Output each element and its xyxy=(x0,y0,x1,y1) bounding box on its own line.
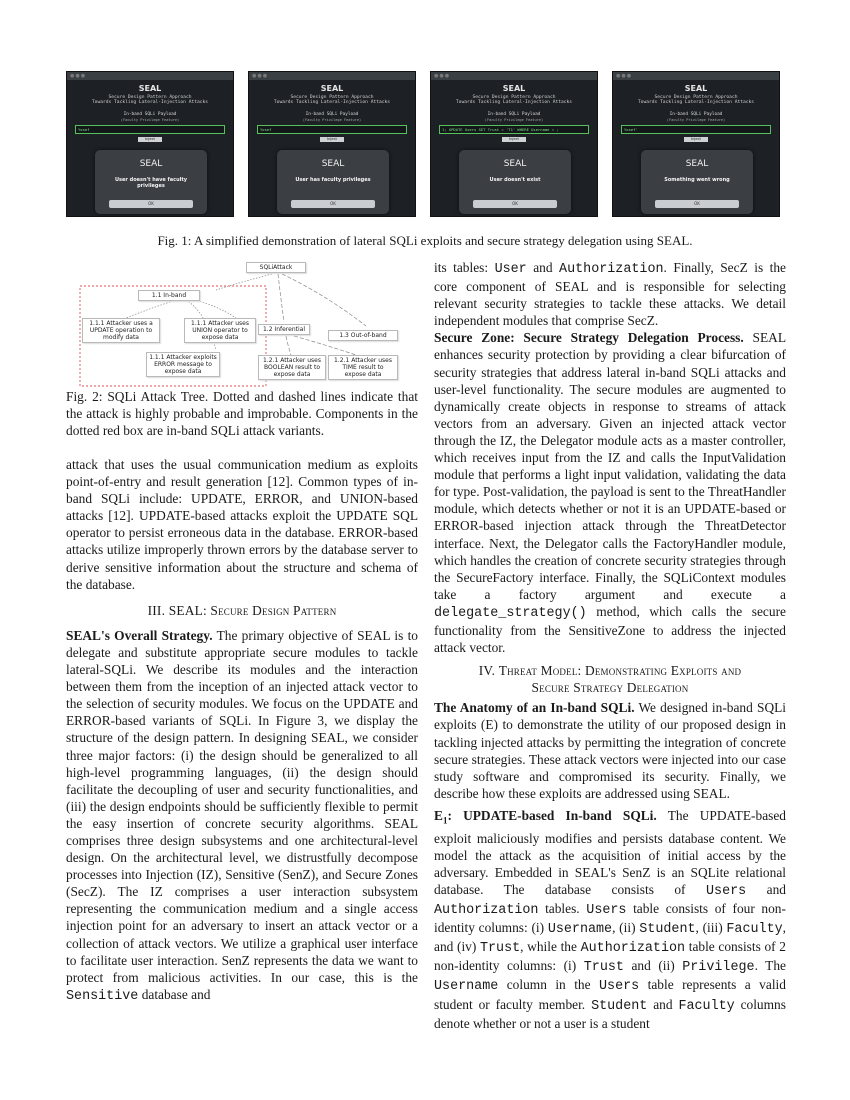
node-update: 1.1.1 Attacker uses a UPDATE operation to modify data xyxy=(82,318,160,343)
result-dialog xyxy=(641,150,753,214)
section-3-number: III. xyxy=(147,602,166,618)
screenshot-panel-3 xyxy=(430,71,598,217)
figure-2-caption: Fig. 2: SQLi Attack Tree. Dotted and dashed lines indicate that the attack is highly probable and improbable. Components in the dotted red box are in-band SQLi attack variants. xyxy=(66,389,418,438)
ok-button[interactable]: OK xyxy=(655,200,739,208)
text-span: table represents a valid student or faculty member. xyxy=(434,977,786,1012)
app-title: SEAL xyxy=(502,84,526,93)
payload-label: In-band SQLi Payload xyxy=(123,111,177,117)
payload-label: In-band SQLi Payload xyxy=(669,111,723,117)
figure-2-attack-tree xyxy=(66,260,418,390)
code-user: User xyxy=(494,262,527,277)
code-trust: Trust xyxy=(583,960,624,976)
paragraph-tables xyxy=(434,259,786,329)
text-span: and xyxy=(533,260,553,275)
e1-heading xyxy=(434,807,657,826)
node-inferential: 1.2 Inferential xyxy=(258,324,310,335)
app-subtitle-2: Towards Tackling Lateral-Injection Attacks xyxy=(91,100,209,106)
node-union: 1.1.1 Attacker uses UNION operator to expose data xyxy=(184,318,256,343)
figure-1-caption: Fig. 1: A simplified demonstration of lateral SQLi exploits and secure strategy delegation using SEAL. xyxy=(157,233,693,248)
payload-input[interactable]: Yosef xyxy=(75,125,225,134)
text-span: , (iii) xyxy=(695,920,723,936)
text-span: , (ii) xyxy=(612,920,636,936)
section-3-heading xyxy=(66,602,418,619)
code-username: Username xyxy=(434,979,499,995)
screenshot-panel-4 xyxy=(612,71,780,217)
code-users: Users xyxy=(599,979,640,995)
node-time: 1.2.1 Attacker uses TIME result to expose data xyxy=(328,355,398,380)
window-titlebar xyxy=(613,72,779,80)
node-error: 1.1.1 Attacker exploits ERROR message to expose data xyxy=(146,352,220,377)
app-subtitle-1: Secure Design Pattern Approach xyxy=(472,95,556,100)
paragraph-secure-zone xyxy=(434,329,786,656)
app-title: SEAL xyxy=(320,84,344,93)
payload-sublabel: (Faculty Privilege Feature) xyxy=(302,117,362,122)
text-span: . The xyxy=(754,958,787,974)
dialog-title: SEAL xyxy=(139,159,163,169)
code-trust: Trust xyxy=(479,941,521,957)
text-span: and xyxy=(766,881,786,897)
edge-root-outofband xyxy=(282,274,366,326)
payload-sublabel: (Faculty Privilege Feature) xyxy=(484,117,544,122)
text-span: table consists of 2 non-identity columns: (i) xyxy=(434,939,786,974)
screenshot-panel-1 xyxy=(66,71,234,217)
section-4-number: IV. xyxy=(478,663,496,679)
code-faculty: Faculty xyxy=(726,922,783,938)
dialog-message: User doesn't exist xyxy=(489,177,541,183)
node-outofband: 1.3 Out-of-band xyxy=(328,330,398,341)
app-subtitle-2: Towards Tackling Lateral-Injection Attacks xyxy=(455,100,573,106)
paragraph-e1 xyxy=(434,807,786,1032)
result-dialog xyxy=(459,150,571,214)
code-users: Users xyxy=(586,903,627,919)
payload-sublabel: (Faculty Privilege Feature) xyxy=(120,117,180,122)
dialog-title: SEAL xyxy=(321,159,345,169)
result-dialog xyxy=(95,150,207,214)
payload-input[interactable]: Yosef' xyxy=(621,125,771,134)
e-subscript: 1 xyxy=(442,815,448,826)
app-title: SEAL xyxy=(138,84,162,93)
e-letter: E xyxy=(434,807,443,823)
ok-button[interactable]: OK xyxy=(473,200,557,208)
section-3-title: SEAL: Secure Design Pattern xyxy=(168,602,337,618)
node-sqliattack: SQLiAttack xyxy=(246,262,306,273)
dialog-message: Something went wrong xyxy=(664,177,730,183)
left-column xyxy=(66,456,418,1005)
payload-label: In-band SQLi Payload xyxy=(487,111,541,117)
e1-heading-text: : UPDATE-based In-band SQLi. xyxy=(447,807,657,823)
code-faculty: Faculty xyxy=(678,998,735,1014)
node-boolean: 1.2.1 Attacker uses BOOLEAN result to expose data xyxy=(258,355,326,380)
right-column xyxy=(434,259,786,1032)
code-privilege: Privilege xyxy=(682,960,755,976)
code-authorization: Authorization xyxy=(559,262,664,277)
window-controls-icon: ●●● xyxy=(252,73,269,79)
app-subtitle-2: Towards Tackling Lateral-Injection Attacks xyxy=(637,100,755,106)
ok-button[interactable]: OK xyxy=(109,200,193,208)
payload-sublabel: (Faculty Privilege Feature) xyxy=(666,117,726,122)
code-authorization: Authorization xyxy=(434,903,539,919)
text-span: The UPDATE-based exploit maliciously modifies and persists database content. We model the attack as the acquisition of initial access by the adversary. Embedded in SEAL's SenZ is an SQLite relational database. The database consists of xyxy=(434,807,786,897)
payload-label: In-band SQLi Payload xyxy=(305,111,359,117)
dialog-message: User has faculty privileges xyxy=(295,177,371,183)
figure-1 xyxy=(66,71,781,217)
payload-input[interactable]: Yosef xyxy=(257,125,407,134)
dialog-title: SEAL xyxy=(503,159,527,169)
text-span: tables. xyxy=(545,901,580,917)
inject-button[interactable]: Inject xyxy=(320,137,344,142)
code-delegate-strategy: delegate_strategy() xyxy=(434,605,587,621)
window-titlebar xyxy=(431,72,597,80)
inject-button[interactable]: Inject xyxy=(684,137,708,142)
app-subtitle-1: Secure Design Pattern Approach xyxy=(290,95,374,100)
text-span: and (ii) xyxy=(631,958,675,974)
dialog-message: User doesn't have faculty privileges xyxy=(115,177,187,189)
code-authorization: Authorization xyxy=(580,941,686,957)
app-subtitle-1: Secure Design Pattern Approach xyxy=(654,95,738,100)
code-username: Username xyxy=(547,922,613,938)
text-span: its tables: xyxy=(434,260,489,275)
section-4-title-line2: Secure Strategy Delegation xyxy=(531,680,689,696)
window-titlebar xyxy=(67,72,233,80)
overall-strategy-end: database and xyxy=(141,986,211,1002)
edge-root-inferential xyxy=(278,274,284,322)
overall-strategy-heading: SEAL's Overall Strategy. xyxy=(66,627,213,643)
edge-inband-union xyxy=(194,300,236,318)
window-titlebar xyxy=(249,72,415,80)
section-4-title-line1: Threat Model: Demonstrating Exploits and xyxy=(498,663,742,679)
screenshot-panel-2 xyxy=(248,71,416,217)
edge-inferential-boolean xyxy=(286,336,291,355)
window-controls-icon: ●●● xyxy=(70,73,87,79)
text-span: method, which calls the secure functionality from the SensitiveZone to address the injected attack vector. xyxy=(434,603,786,656)
inject-button[interactable]: Inject xyxy=(138,137,162,142)
anatomy-heading: The Anatomy of an In-band SQLi. xyxy=(434,700,635,716)
paragraph-overall-strategy xyxy=(66,627,418,1005)
app-title: SEAL xyxy=(684,84,708,93)
overall-strategy-text: The primary objective of SEAL is to delegate and substitute appropriate secure modules to tackle lateral-SQLi. We describe its modules and the interaction between them from the inception of an injected attack vector to the selection of security modules. We focus on the UPDATE and ERROR-based variants of SQLi. In Figure 3, we display the structure of the design pattern. In designing SEAL, we consider three major factors: (i) the design should be generalized to all high-level programming languages, (ii) the design should facilitate the decoupling of user and security functionalities, and (iii) the design endpoints should be sufficiently flexible to permit the easy insertion of concrete security algorithms. SEAL comprises three design subsystems and one architectural-level design. On the architectural level, we distrustfully decompose processes into Injection (IZ), Sensitive (SenZ), and Secure Zones (SecZ). The IZ comprises a user interaction subsystem representing the communication medium and a single access injection point for an adversary to insert an attack vector or a collection of attack vectors. We utilize a graphical user interface to facilitate user interaction. SenZ represents the data we want to protect from malicious activities. In our case, this is the xyxy=(66,627,418,985)
paragraph-inband-types: attack that uses the usual communication medium as exploits point-of-entry and result generation [12]. Common types of in-band SQLi include: UPDATE, ERROR, and UNION-based attacks [12]. UPDATE-based attacks exploit the UPDATE SQL operator to persist erroneous data in the database. ERROR-based attacks utilize improperly thrown errors by the database server to derive sensitive information about the structure and schema of the database. xyxy=(66,457,418,592)
code-users: Users xyxy=(706,883,747,899)
dialog-title: SEAL xyxy=(685,159,709,169)
paragraph-anatomy xyxy=(434,699,786,802)
text-span: , while the xyxy=(520,939,577,955)
text-span: column in the xyxy=(506,977,591,993)
window-controls-icon: ●●● xyxy=(616,73,633,79)
text-span: SEAL enhances security protection by providing a clear bifurcation of security strategies that address lateral in-band SQLi attacks and user-level functionality. The secure modules are augmented to dynamically create objects in response to streams of attack vectors from an adversary. Given an injected attack vector through the IZ, the Delegator module acts as a master controller, which receives input from the IZ and calls the InputValidation module that performs a light input validation, validating the data for type. Post-validation, the payload is sent to the ThreatHandler module, which detects whether or not it is an UPDATE-based or ERROR-based injection attack through the ThreatDetector interface. Next, the Delegator calls the FactoryHandler module, which handles the creation of concrete security strategies through the SecureFactory interface. Finally, the SQLiContext modules take a factory argument and execute a xyxy=(434,330,786,602)
ok-button[interactable]: OK xyxy=(291,200,375,208)
secure-zone-heading: Secure Zone: Secure Strategy Delegation Process. xyxy=(434,330,744,346)
section-4-heading xyxy=(434,662,786,679)
app-subtitle-2: Towards Tackling Lateral-Injection Attacks xyxy=(273,100,391,106)
app-subtitle-1: Secure Design Pattern Approach xyxy=(108,95,192,100)
result-dialog xyxy=(277,150,389,214)
node-inband: 1.1 In-band xyxy=(138,290,200,301)
text-span: and xyxy=(653,996,673,1012)
edge-root-inband xyxy=(216,274,272,290)
edge-inband-update xyxy=(126,300,176,318)
text-span: table consists of four non-identity columns: (i) xyxy=(434,901,786,936)
inject-button[interactable]: Inject xyxy=(502,137,526,142)
text-span: We designed in-band SQLi exploits (E) to demonstrate the utility of our proposed design in tackling injected attacks by permitting the integration of concrete secure strategies. These attack vectors were injected into our case study software and compromised its security. Finally, we describe how these exploits are addressed using SEAL. xyxy=(434,700,787,801)
window-controls-icon: ●●● xyxy=(434,73,451,79)
text-span: . Finally, SecZ is the core component of SEAL and is responsible for selecting relevant security strategies to tackle these attacks. We detail independent modules that comprise SecZ. xyxy=(434,260,786,329)
text-span: , and (iv) xyxy=(434,920,786,955)
code-student: Student xyxy=(639,922,696,938)
sensitive-code: Sensitive xyxy=(66,988,139,1004)
text-span: columns denote whether or not a user is a student xyxy=(434,996,786,1031)
payload-input[interactable]: 1; UPDATE Users SET Trust = 'T1' WHERE Username = ; xyxy=(439,125,589,134)
code-student: Student xyxy=(591,998,648,1014)
